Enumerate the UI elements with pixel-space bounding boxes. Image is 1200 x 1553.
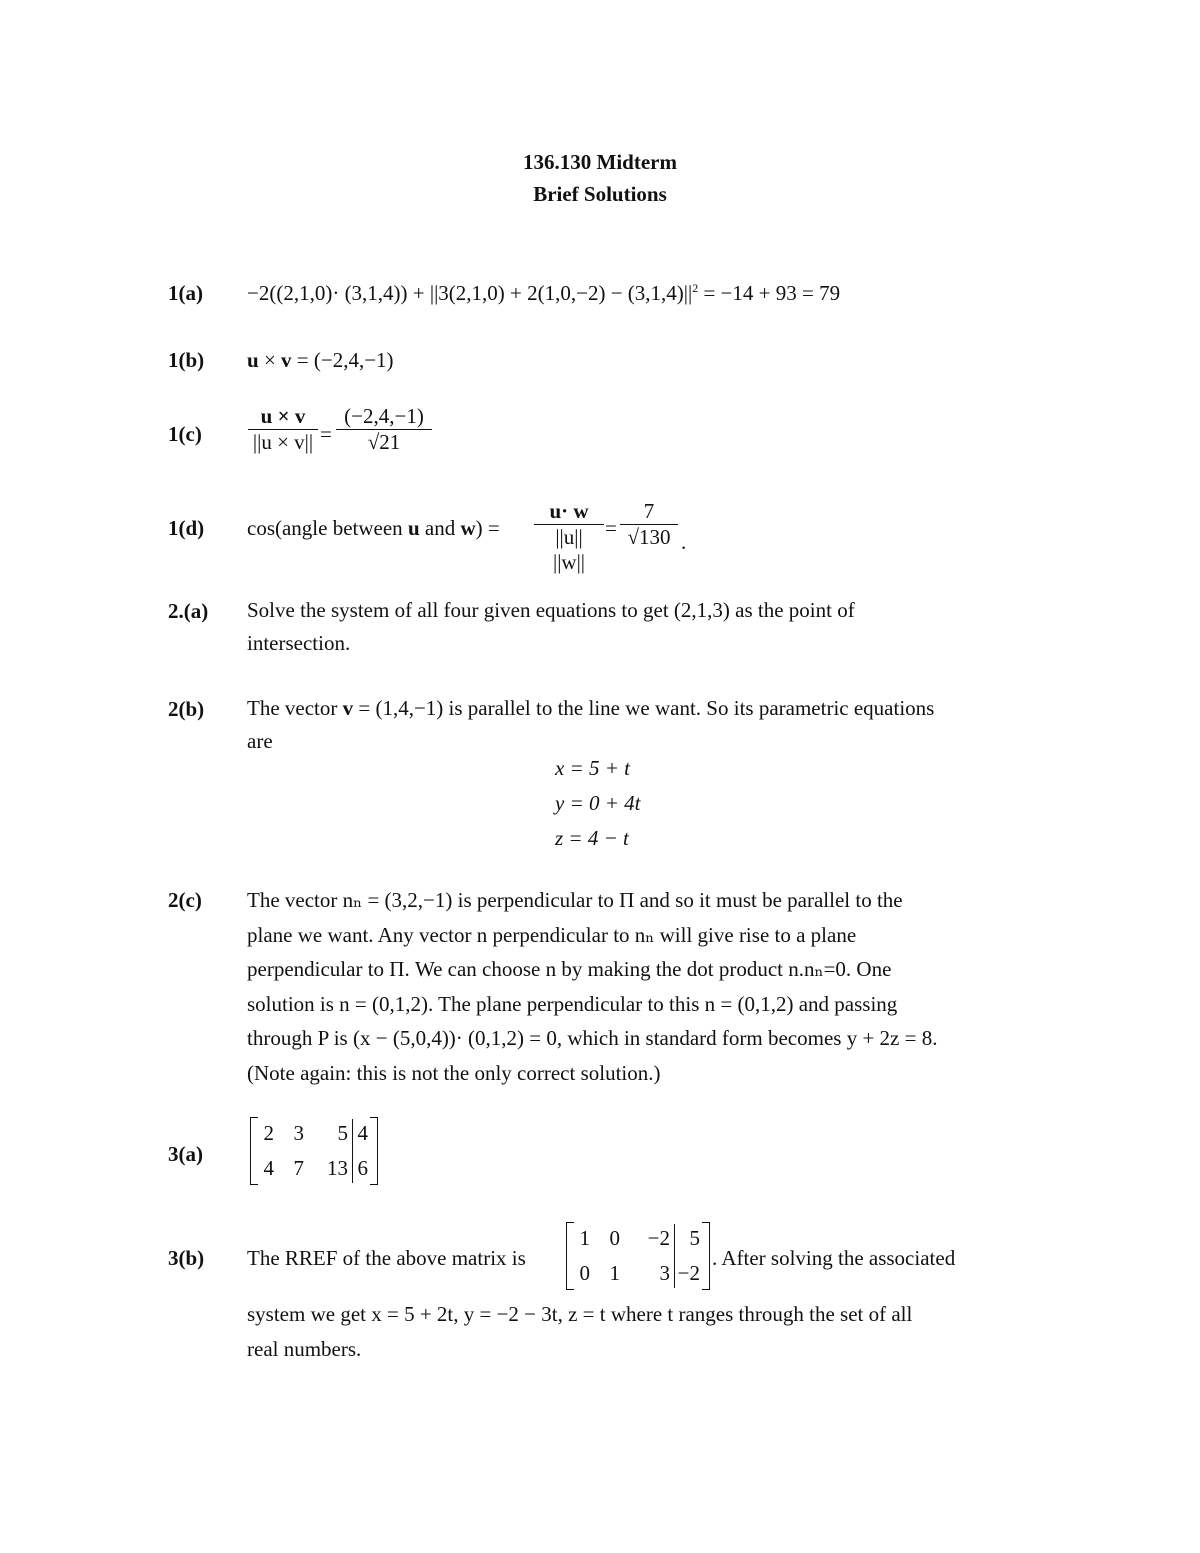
- q2b-line-2: are: [247, 729, 273, 753]
- q1a-expression: −2((2,1,0)· (3,1,4)) + ||3(2,1,0) + 2(1,0,−2) − (3,1,4)||: [247, 281, 693, 305]
- q2c-line-1: The vector nₙ = (3,2,−1) is perpendicular to Π and so it must be parallel to the: [247, 888, 903, 912]
- q1d-fraction-right: [620, 499, 678, 550]
- q1a-label: 1(a): [168, 281, 203, 305]
- matrix-cell: 7: [293, 1156, 304, 1180]
- q1c-numerator-left: u × v: [260, 404, 306, 428]
- q1b-result: = (−2,4,−1): [291, 348, 394, 372]
- q1d-lead-text: cos(angle between: [247, 516, 408, 540]
- q1c-denominator-right: √21: [367, 430, 401, 454]
- matrix-cell: 0: [579, 1261, 590, 1285]
- matrix-augment-line: [352, 1119, 353, 1183]
- q1c-numerator-right: (−2,4,−1): [344, 404, 424, 428]
- q1a-exponent: 2: [692, 281, 699, 295]
- q3b-line-3: real numbers.: [247, 1337, 362, 1361]
- q2b-answer: [247, 692, 934, 758]
- q2a-line-2: intersection.: [247, 631, 351, 655]
- matrix-cell: 2: [263, 1121, 274, 1145]
- q2a-line-1: Solve the system of all four given equations to get (2,1,3) as the point of: [247, 598, 855, 622]
- q1a-answer: [247, 281, 840, 306]
- q1b-label: 1(b): [168, 348, 205, 372]
- q2a-answer: [247, 594, 855, 660]
- q1b-u: u: [247, 348, 259, 372]
- q1d-equals: =: [605, 516, 617, 540]
- q1d-w: w: [460, 516, 476, 540]
- q1d-fraction-left: [534, 499, 604, 575]
- q1c-fraction-left: [248, 404, 318, 455]
- q1c-denominator-left: ||u × v||: [252, 430, 314, 454]
- q2b-equation-x: x = 5 + t: [555, 756, 630, 780]
- q3b-post: . After solving the associated: [712, 1246, 956, 1270]
- q1d-close: ) =: [475, 516, 500, 540]
- matrix-cell: −2: [647, 1226, 670, 1250]
- q2b-label: 2(b): [168, 697, 205, 721]
- matrix-right-bracket: [370, 1117, 378, 1185]
- q3a-augmented-matrix: [250, 1117, 378, 1185]
- matrix-cell: 13: [327, 1156, 348, 1180]
- matrix-cell: 0: [609, 1226, 620, 1250]
- q2b-post: = (1,4,−1) is parallel to the line we want. So its parametric equations: [353, 696, 935, 720]
- matrix-cell: −2: [677, 1261, 700, 1285]
- page-subtitle: Brief Solutions: [533, 182, 667, 206]
- q1d-denominator-right: √130: [627, 525, 671, 549]
- matrix-cell: 4: [263, 1156, 274, 1180]
- q2a-label: 2.(a): [168, 599, 209, 623]
- q1b-v: v: [281, 348, 292, 372]
- matrix-cell: 5: [689, 1226, 700, 1250]
- matrix-cell: 1: [609, 1261, 620, 1285]
- q1c-equals: =: [320, 422, 332, 446]
- q3b-label: 3(b): [168, 1246, 205, 1270]
- q3a-label: 3(a): [168, 1142, 203, 1166]
- matrix-cell: 3: [293, 1121, 304, 1145]
- q1d-numerator-left: u· w: [549, 499, 589, 523]
- matrix-cell: 3: [659, 1261, 670, 1285]
- q1d-numerator-right: 7: [643, 499, 655, 523]
- q2c-line-5: through P is (x − (5,0,4))· (0,1,2) = 0, which in standard form becomes y + 2z = 8.: [247, 1026, 938, 1050]
- q3b-line-2: system we get x = 5 + 2t, y = −2 − 3t, z = t where t ranges through the set of all: [247, 1302, 913, 1326]
- q2b-line-1: [247, 692, 934, 725]
- q1d-lead: [247, 516, 500, 541]
- q1d-period: .: [681, 530, 687, 554]
- q3b-answer: [247, 1297, 912, 1367]
- matrix-augment-line: [674, 1224, 675, 1288]
- q1a-result: = −14 + 93 = 79: [698, 281, 841, 305]
- q2c-answer: [247, 883, 937, 1090]
- q2b-equation-z: z = 4 − t: [555, 826, 629, 850]
- q1b-answer: [247, 348, 394, 373]
- q3b-pre: The RREF of the above matrix is: [247, 1246, 526, 1270]
- q2c-line-6: (Note again: this is not the only correct solution.): [247, 1060, 661, 1085]
- q1d-and: and: [419, 516, 461, 540]
- q2b-v: v: [342, 696, 354, 720]
- q1c-fraction-right: [336, 404, 432, 455]
- q1b-times: ×: [258, 348, 282, 372]
- matrix-cell: 5: [337, 1121, 348, 1145]
- q1d-u: u: [407, 516, 420, 540]
- q2c-label: 2(c): [168, 888, 202, 912]
- q3b-rref-matrix: [566, 1222, 710, 1290]
- matrix-cell: 6: [357, 1156, 368, 1180]
- matrix-right-bracket: [702, 1222, 710, 1290]
- q2c-line-4: solution is n = (0,1,2). The plane perpendicular to this n = (0,1,2) and passing: [247, 991, 898, 1016]
- page-title: 136.130 Midterm: [523, 150, 677, 174]
- q2c-line-3: perpendicular to Π. We can choose n by making the dot product n.nₙ=0. One: [247, 957, 892, 981]
- matrix-cell: 1: [579, 1226, 590, 1250]
- q1d-denominator-left: ||u|| ||w||: [553, 525, 585, 574]
- q2b-pre: The vector: [247, 696, 343, 720]
- q1c-label: 1(c): [168, 422, 202, 446]
- matrix-cell: 4: [357, 1121, 368, 1145]
- q2c-line-2: plane we want. Any vector n perpendicular to nₙ will give rise to a plane: [247, 922, 857, 947]
- q1d-label: 1(d): [168, 516, 205, 540]
- q2b-equation-y: y = 0 + 4t: [555, 791, 641, 815]
